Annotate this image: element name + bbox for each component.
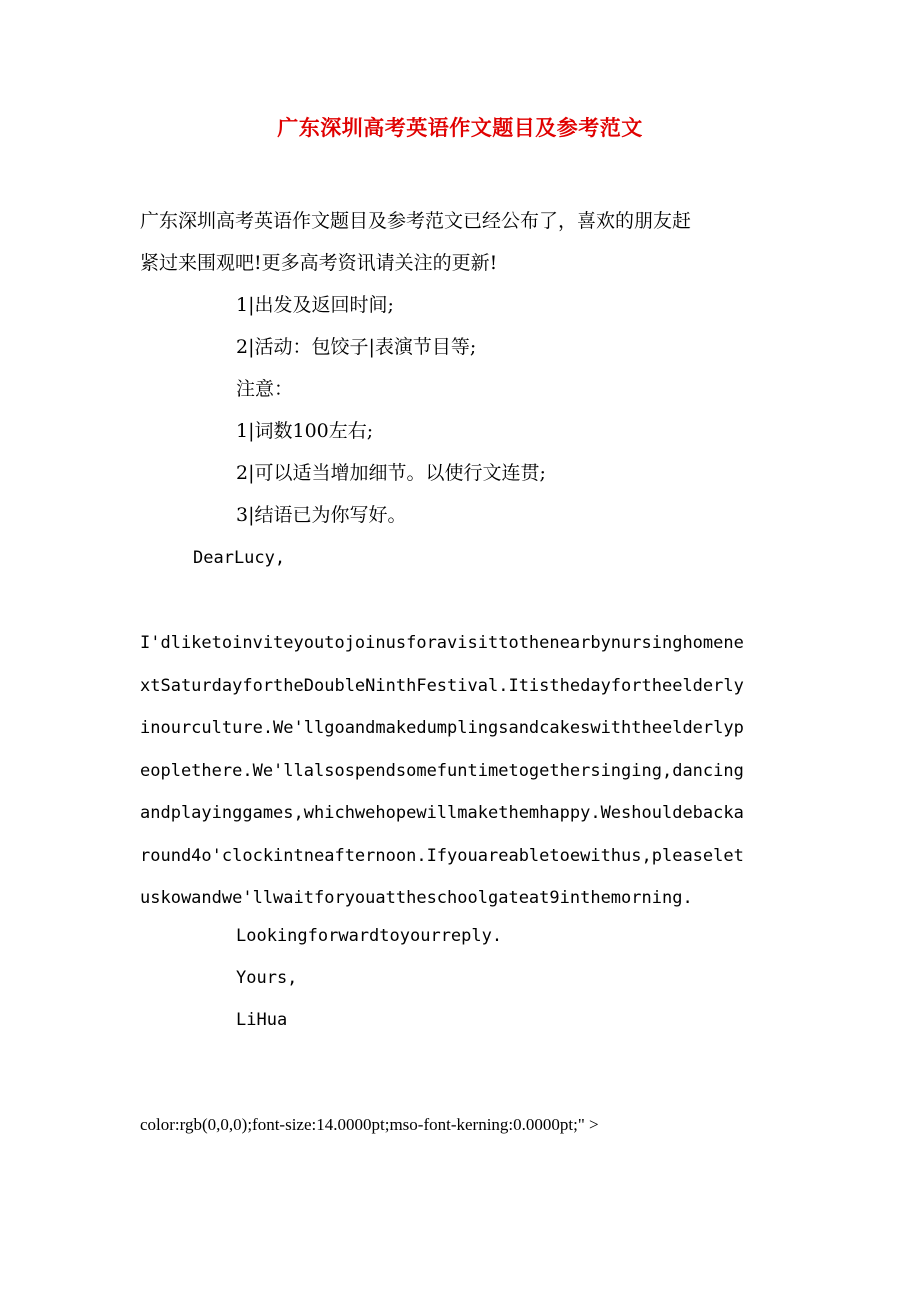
list-item-details: 2|可以适当增加细节。以使行文连贯; [236, 462, 546, 484]
salutation: DearLucy, [193, 548, 286, 568]
list-item-departure: 1|出发及返回时间; [236, 294, 394, 316]
letter-line: inourculture.We'llgoandmakedumplingsandcakeswiththeelderlyp [140, 718, 744, 738]
list-item-word-count: 1|词数100左右; [236, 420, 374, 442]
intro-line: 紧过来围观吧!更多高考资讯请关注的更新! [140, 252, 498, 274]
intro-line: 广东深圳高考英语作文题目及参考范文已经公布了，喜欢的朋友赶 [140, 210, 692, 232]
notes-heading: 注意： [236, 378, 294, 400]
letter-line: I'dliketoinviteyoutojoinusforavisittothenearbynursinghomene [140, 633, 744, 653]
signoff: Yours, [236, 968, 298, 988]
intro-paragraph [140, 200, 780, 284]
letter-body [140, 622, 780, 920]
list-item-ending: 3|结语已为你写好。 [236, 504, 407, 526]
document-title: 广东深圳高考英语作文题目及参考范文 [277, 115, 643, 140]
closing-line: Lookingforwardtoyourreply. [236, 926, 503, 946]
letter-line: uskowandwe'llwaitforyouattheschoolgateat9inthemorning. [140, 888, 693, 908]
trailing-style-text: color:rgb(0,0,0);font-size:14.0000pt;mso-font-kerning:0.0000pt;" > [140, 1115, 599, 1134]
letter-line: andplayinggames,whichwehopewillmakethemhappy.Weshouldebacka [140, 803, 744, 823]
list-item-activities: 2|活动：包饺子|表演节目等; [236, 336, 477, 358]
letter-line: xtSaturdayfortheDoubleNinthFestival.Itisthedayfortheelderly [140, 675, 744, 696]
letter-line: eoplethere.We'llalsospendsomefuntimetogethersinging,dancing [140, 760, 744, 781]
signature: LiHua [236, 1010, 288, 1030]
letter-line: round4o'clockintneafternoon.Ifyouareabletoewithus,pleaselet [140, 845, 744, 866]
